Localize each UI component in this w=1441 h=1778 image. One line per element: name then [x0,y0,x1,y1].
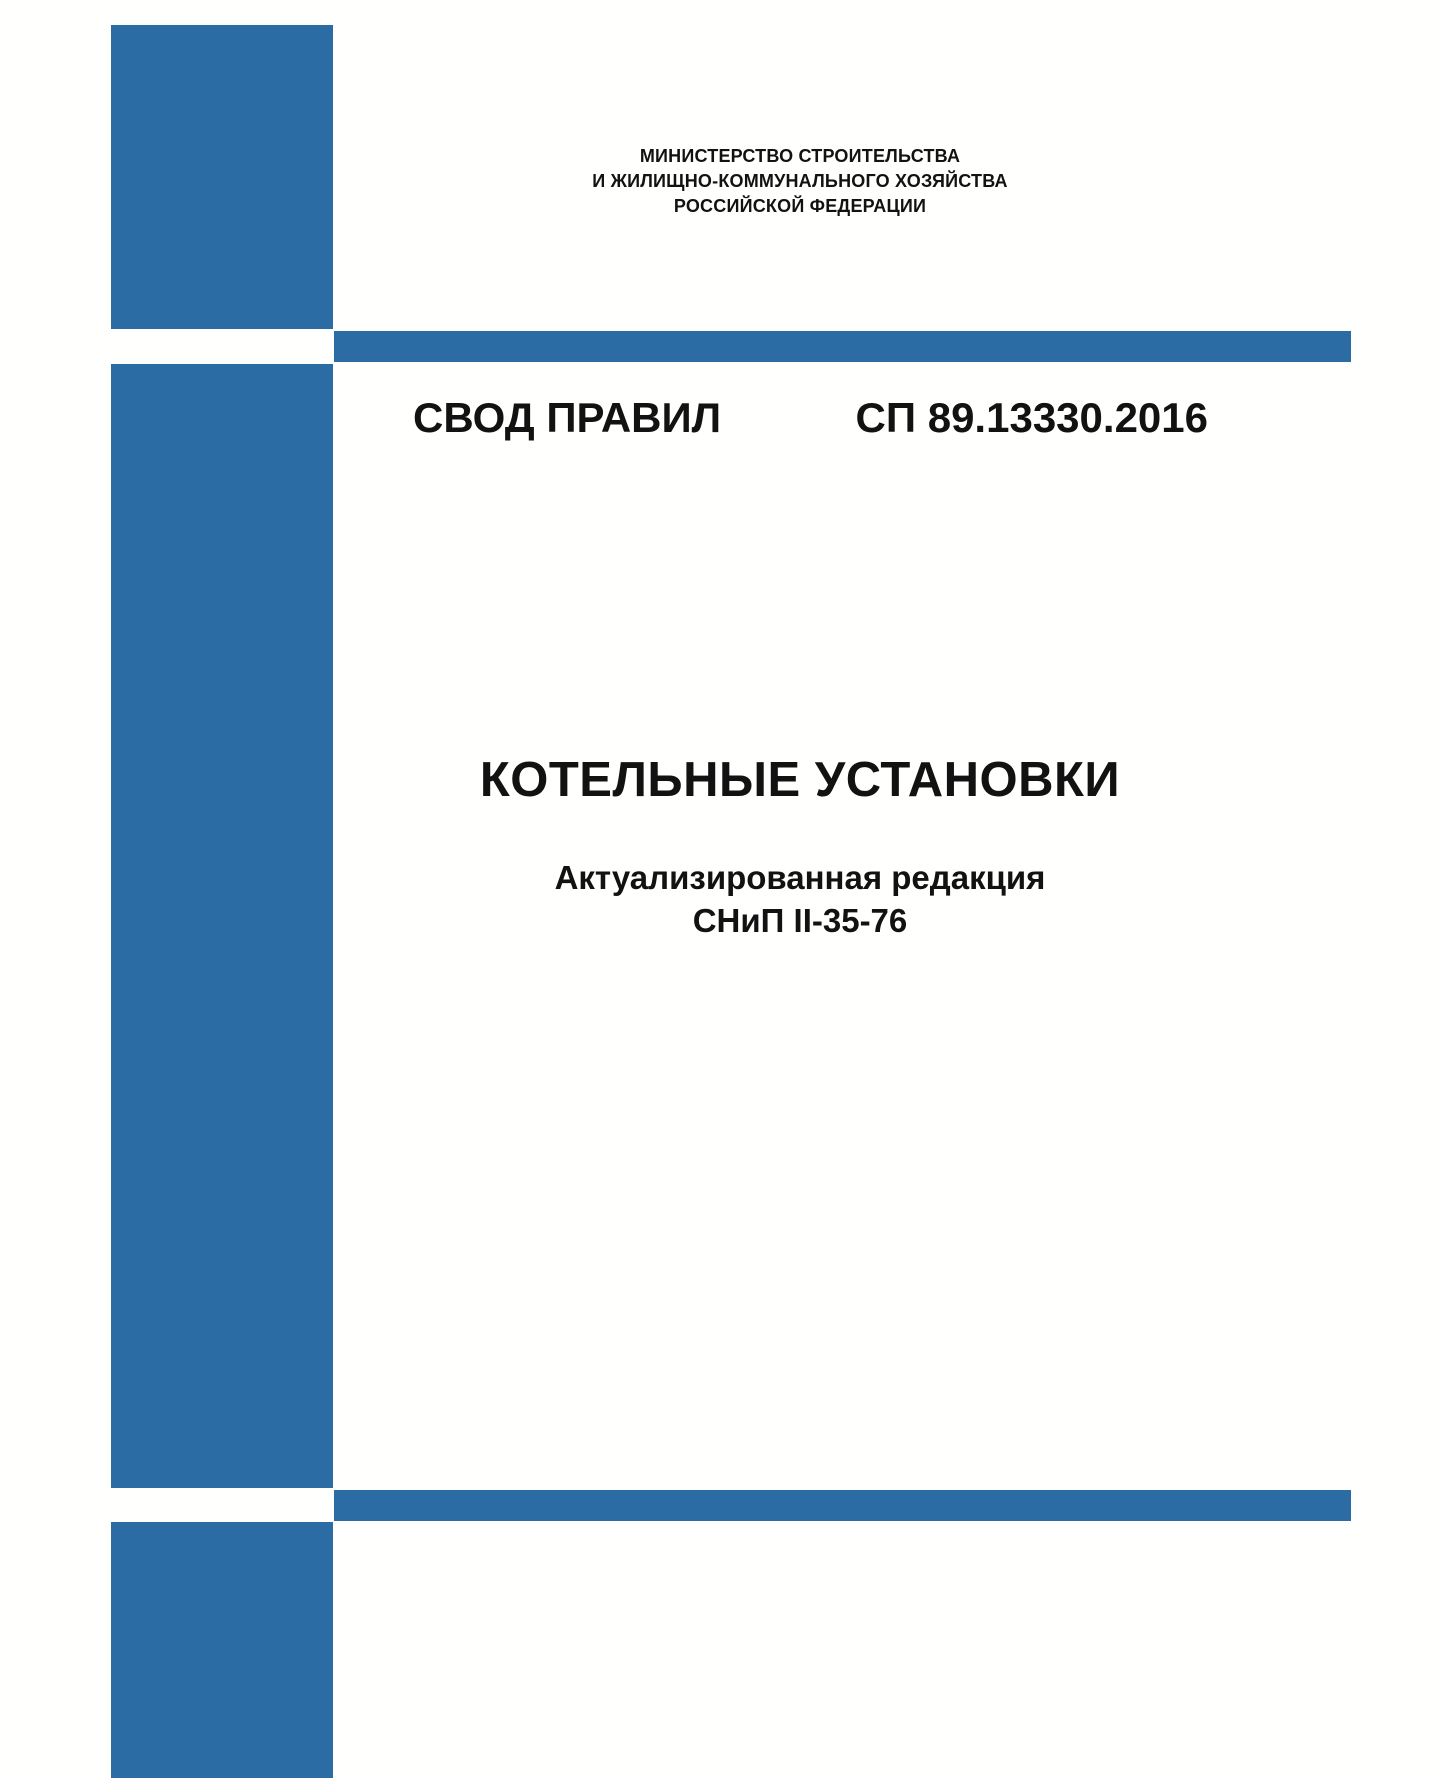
document-header-row [413,396,1208,440]
left-accent-bar-top-segment [111,25,333,329]
subtitle-line-2: СНиП II-35-76 [692,902,908,939]
ministry-name-block [390,144,1210,219]
ministry-name-line-2: И ЖИЛИЩНО-КОММУНАЛЬНОГО ХОЗЯЙСТВА [592,171,1008,191]
left-accent-bar-bottom-segment [111,1522,333,1778]
ministry-name-line-3: РОССИЙСКОЙ ФЕДЕРАЦИИ [673,196,927,216]
top-divider-bar [334,331,1351,362]
document-title: КОТЕЛЬНЫЕ УСТАНОВКИ [479,753,1121,807]
doc-type-label: СВОД ПРАВИЛ [413,394,722,441]
subtitle-line-1: Актуализированная редакция [554,859,1046,896]
ministry-name-line-1: МИНИСТЕРСТВО СТРОИТЕЛЬСТВА [639,146,961,166]
doc-number: СП 89.13330.2016 [855,394,1208,441]
left-accent-bar-middle-segment [111,364,333,1488]
bottom-divider-bar [334,1490,1351,1521]
document-subtitle-block [390,856,1210,942]
